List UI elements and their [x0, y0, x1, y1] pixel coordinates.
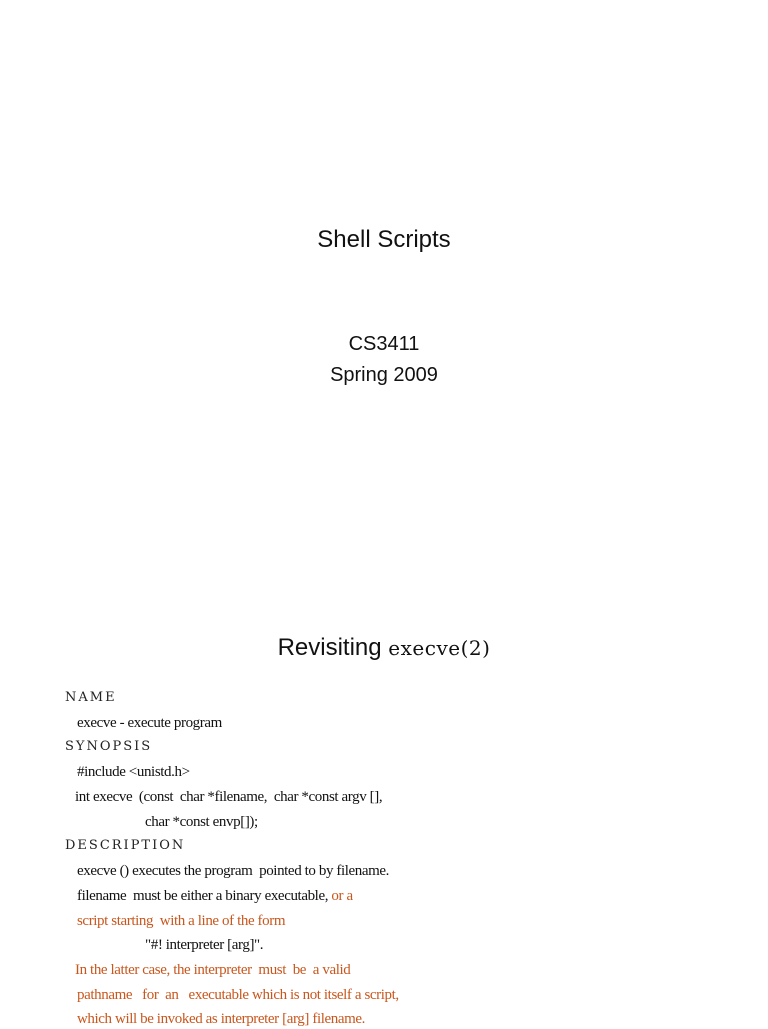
prototype-line-2: char *const envp[]);: [145, 814, 258, 830]
name-line: execve - execute program: [77, 715, 222, 731]
description-line-3: script starting with a line of the form: [77, 913, 286, 929]
revisiting-title-text: Revisiting: [277, 634, 389, 661]
section-description: DESCRIPTION: [65, 838, 186, 853]
revisiting-title-code: execve(2): [388, 636, 491, 660]
slide-title: Shell Scripts: [317, 226, 451, 253]
description-line-2-text: filename must be either a binary executable,: [77, 888, 332, 904]
prototype-line-1: int execve (const char *filename, char *const argv [],: [75, 789, 383, 805]
course-code: CS3411: [348, 333, 420, 355]
description-line-4: "#! interpreter [arg]".: [145, 937, 264, 953]
section-synopsis: SYNOPSIS: [65, 739, 153, 754]
include-line: #include <unistd.h>: [77, 764, 190, 780]
description-line-5: In the latter case, the interpreter must be a valid: [75, 962, 351, 978]
description-line-1: execve () executes the program pointed to by filename.: [77, 863, 390, 879]
description-line-2-highlight: or a: [331, 888, 353, 904]
description-line-7: which will be invoked as interpreter [arg] filename.: [77, 1011, 365, 1027]
course-term: Spring 2009: [330, 364, 438, 386]
description-line-6: pathname for an executable which is not itself a script,: [77, 987, 399, 1003]
section-name: NAME: [65, 690, 117, 705]
description-line-2: [77, 886, 353, 906]
